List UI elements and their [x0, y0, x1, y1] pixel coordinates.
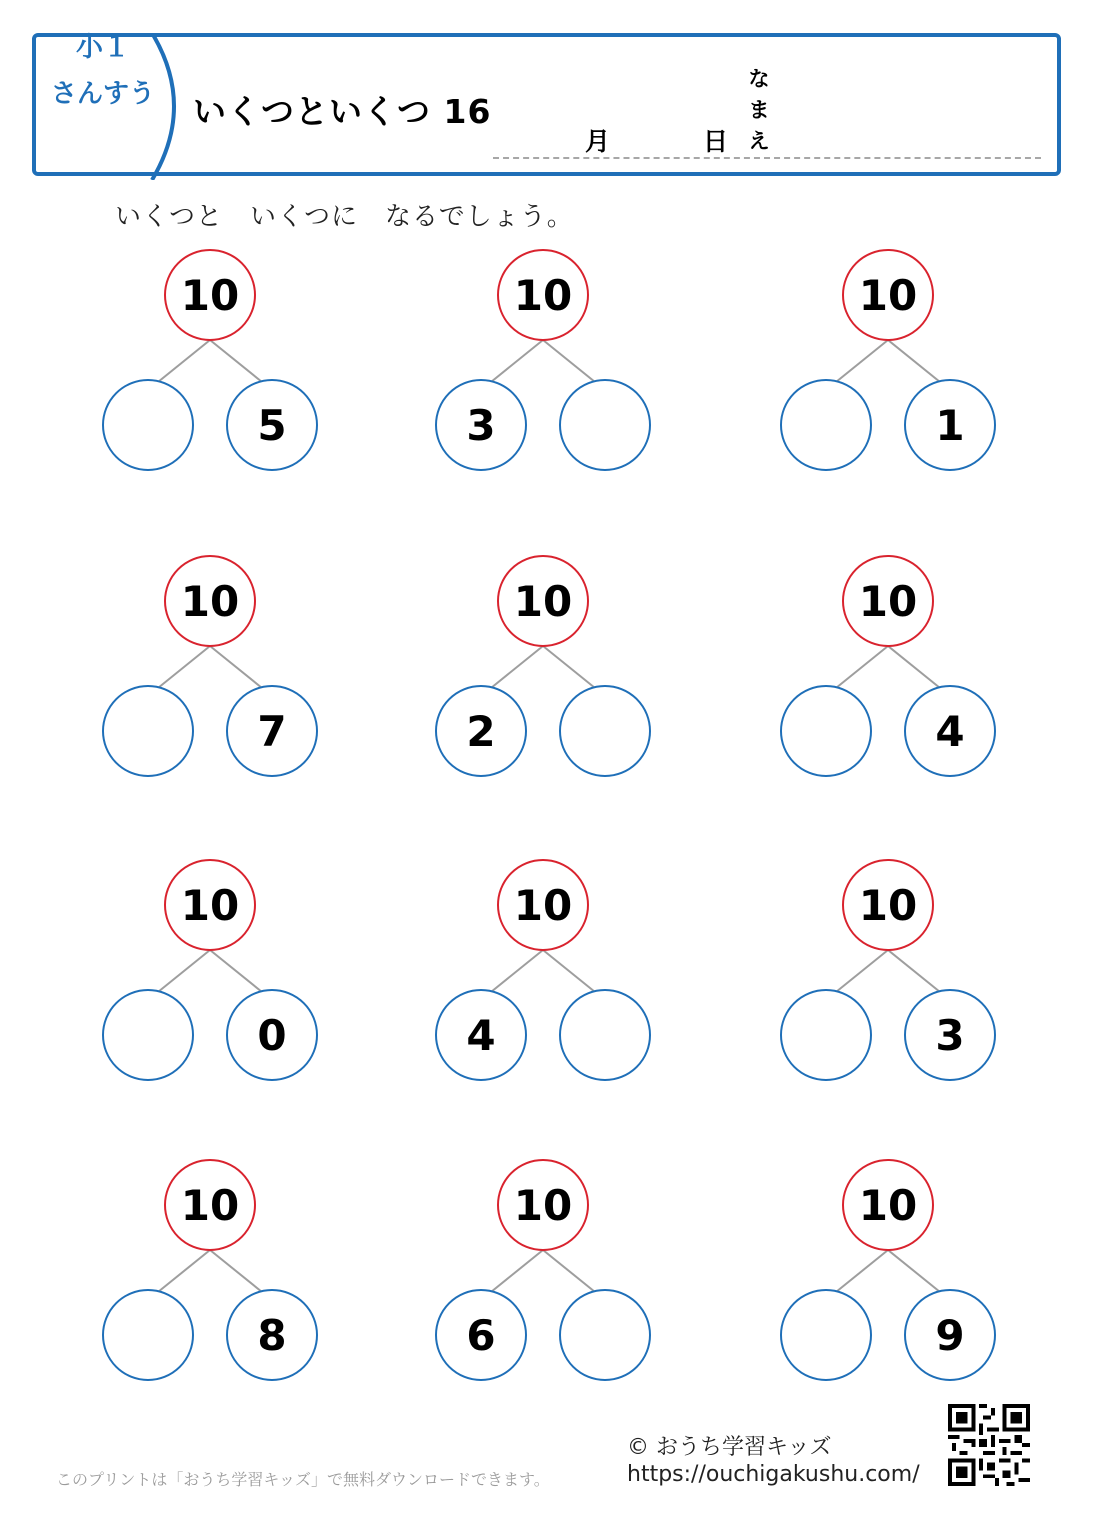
total-number: 10: [180, 1181, 240, 1230]
answer-circle[interactable]: [560, 380, 650, 470]
part-number: 1: [935, 401, 965, 450]
connector-line: [210, 1250, 262, 1292]
connector-line: [210, 340, 262, 382]
part-number: 2: [466, 707, 496, 756]
name-char: ま: [748, 98, 770, 122]
connector-line: [210, 646, 262, 688]
connector-line: [491, 646, 543, 688]
connector-line: [836, 340, 888, 382]
site-url[interactable]: https://ouchigakushu.com/: [627, 1462, 920, 1487]
connector-line: [888, 1250, 940, 1292]
connector-line: [836, 950, 888, 992]
connector-line: [888, 950, 940, 992]
part-number: 8: [257, 1311, 287, 1360]
worksheet-title: いくつといくつ 16: [193, 92, 492, 131]
part-number: 4: [466, 1011, 496, 1060]
answer-circle[interactable]: [103, 990, 193, 1080]
connector-line: [158, 340, 210, 382]
answer-circle[interactable]: [781, 380, 871, 470]
connector-line: [836, 646, 888, 688]
part-number: 5: [257, 401, 287, 450]
connector-line: [836, 1250, 888, 1292]
total-number: 10: [858, 577, 918, 626]
part-number: 3: [466, 401, 496, 450]
total-number: 10: [858, 1181, 918, 1230]
answer-circle[interactable]: [103, 686, 193, 776]
day-label: 日: [703, 127, 729, 156]
connector-line: [158, 1250, 210, 1292]
part-number: 7: [257, 707, 287, 756]
copyright: © おうち学習キッズ: [627, 1435, 832, 1460]
part-number: 0: [257, 1011, 287, 1060]
connector-line: [543, 1250, 595, 1292]
instruction-text: いくつと いくつに なるでしょう。: [115, 202, 574, 232]
total-number: 10: [513, 1181, 573, 1230]
subject-label: さんすう: [50, 79, 155, 109]
answer-circle[interactable]: [560, 1290, 650, 1380]
name-char: え: [748, 129, 770, 153]
answer-circle[interactable]: [560, 990, 650, 1080]
connector-line: [158, 950, 210, 992]
connector-line: [543, 646, 595, 688]
connector-line: [888, 646, 940, 688]
answer-circle[interactable]: [781, 1290, 871, 1380]
total-number: 10: [180, 577, 240, 626]
part-number: 4: [935, 707, 965, 756]
part-number: 6: [466, 1311, 496, 1360]
grade-label: 小１: [76, 32, 130, 63]
total-number: 10: [513, 881, 573, 930]
total-number: 10: [513, 271, 573, 320]
connector-line: [210, 950, 262, 992]
total-number: 10: [513, 577, 573, 626]
answer-circle[interactable]: [781, 990, 871, 1080]
connector-line: [491, 950, 543, 992]
answer-circle[interactable]: [103, 1290, 193, 1380]
total-number: 10: [858, 271, 918, 320]
name-char: な: [748, 67, 770, 91]
part-number: 9: [935, 1311, 965, 1360]
connector-line: [491, 340, 543, 382]
answer-circle[interactable]: [560, 686, 650, 776]
part-number: 3: [935, 1011, 965, 1060]
answer-circle[interactable]: [781, 686, 871, 776]
connector-line: [888, 340, 940, 382]
footer-note: このプリントは「おうち学習キッズ」で無料ダウンロードできます。: [56, 1470, 550, 1489]
connector-line: [543, 340, 595, 382]
connector-line: [158, 646, 210, 688]
month-label: 月: [585, 127, 611, 156]
total-number: 10: [180, 271, 240, 320]
connector-line: [491, 1250, 543, 1292]
answer-circle[interactable]: [103, 380, 193, 470]
connector-line: [543, 950, 595, 992]
total-number: 10: [180, 881, 240, 930]
qr-code-icon: [948, 1404, 1030, 1486]
total-number: 10: [858, 881, 918, 930]
